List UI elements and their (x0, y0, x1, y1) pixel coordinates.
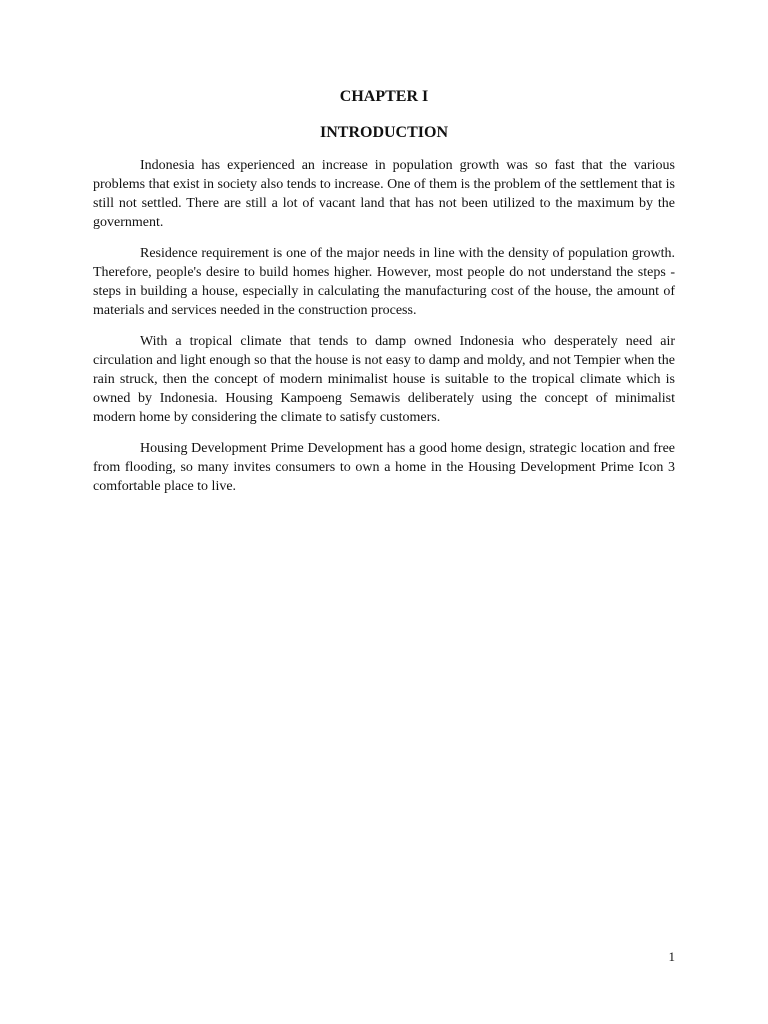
paragraph-2: Residence requirement is one of the major needs in line with the density of population growth. Therefore, people's desire to build homes higher. However, most people do not understand the steps - steps in building a house, especially in calculating the manufacturing cost of the house, the amount of materials and services needed in the construction process. (93, 246, 675, 318)
page-number: 1 (668, 949, 675, 964)
paragraph-3: With a tropical climate that tends to damp owned Indonesia who desperately need air circulation and light enough so that the house is not easy to damp and moldy, and not Tempier when the rain struck, then the concept of modern minimalist house is suitable to the tropical climate which is owned by Indonesia. Housing Kampoeng Semawis deliberately using the concept of minimalist modern home by considering the climate to satisfy customers. (93, 334, 675, 425)
paragraph-4: Housing Development Prime Development has a good home design, strategic location and free from flooding, so many invites consumers to own a home in the Housing Development Prime Icon 3 comfortable place to live. (93, 441, 675, 494)
section-title: INTRODUCTION (319, 124, 448, 141)
paragraph-1: Indonesia has experienced an increase in population growth was so fast that the various problems that exist in society also tends to increase. One of them is the problem of the settlement that is still not settled. There are still a lot of vacant land that has not been utilized to the maximum by the government. (93, 158, 675, 230)
chapter-heading: CHAPTER I (339, 88, 429, 105)
body-text (93, 156, 675, 508)
